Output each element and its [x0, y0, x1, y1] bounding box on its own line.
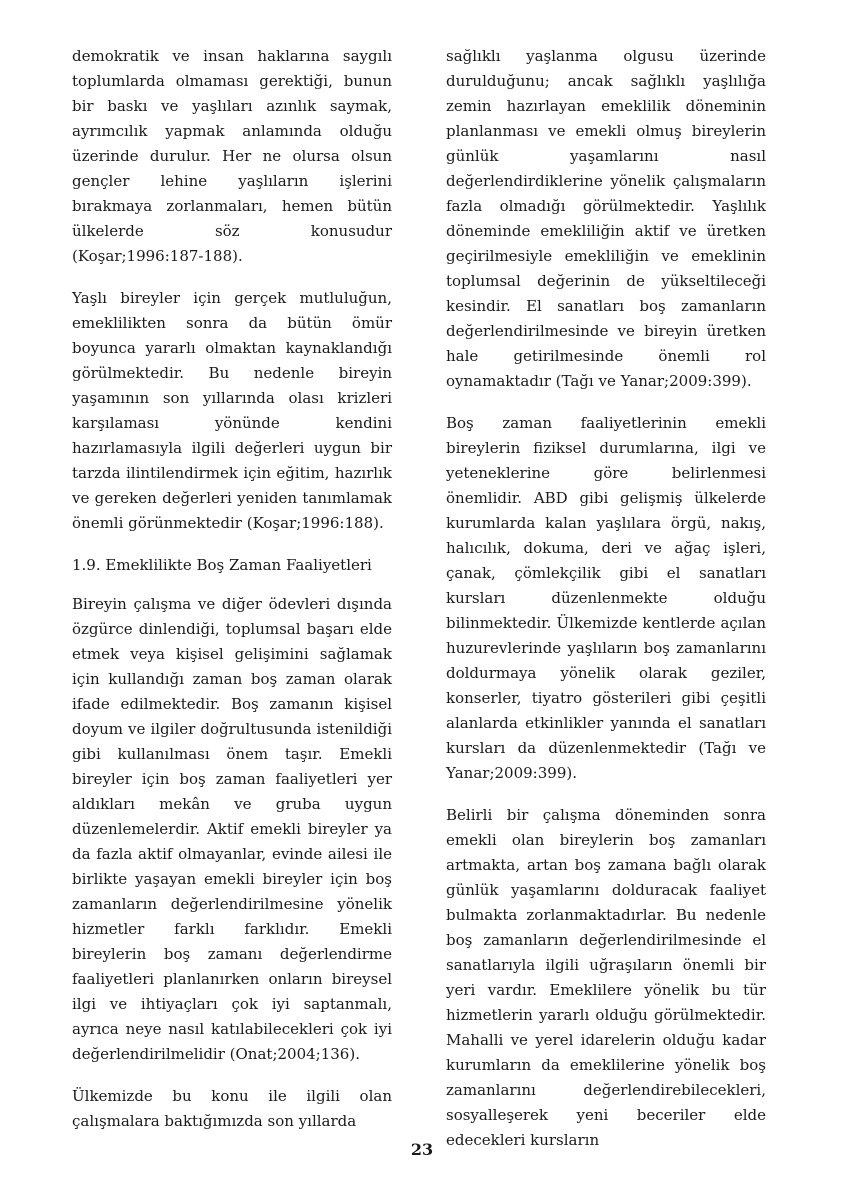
left-column [72, 44, 392, 1134]
paragraph-left-4: Ülkemizde bu konu ile ilgili olan çalışmalara baktığımızda son yıllarda [72, 1087, 392, 1130]
paragraph-right-3: Belirli bir çalışma döneminden sonra emekli olan bireylerin boş zamanları artmakta, artan boş zamana bağlı olarak günlük yaşamlarını dolduracak faaliyet bulmakta zorlanmaktadırlar. Bu nedenle boş zamanların değerlendirilmesinde el sanatlarıyla ilgili uğraşıların önemli bir yeri vardır. Emeklilere yönelik bu tür hizmetlerin yararlı olduğu görülmektedir. Mahalli ve yerel idarelerin olduğu kadar kurumların da emeklilerine yönelik boş zamanlarını değerlendirebilecekleri, sosyalleşerek yeni beceriler elde edecekleri kursların [446, 806, 766, 1149]
paragraph-left-1: demokratik ve insan haklarına saygılı toplumlarda olmaması gerektiği, bunun bir baskı ve yaşlıları azınlık saymak, ayrımcılık yapmak anlamında olduğu üzerinde durulur. Her ne olursa olsun gençler lehine yaşlıların işlerini bırakmaya zorlanmaları, hemen bütün ülkelerde söz konusudur (Koşar;1996:187-188). [72, 47, 392, 265]
paragraph-right-1: sağlıklı yaşlanma olgusu üzerinde durulduğunu; ancak sağlıklı yaşlılığa zemin hazırlayan emeklilik döneminin planlanması ve emekli olmuş bireylerin günlük yaşamlarını nasıl değerlendirdiklerine yönelik çalışmaların fazla olmadığı görülmektedir. Yaşlılık döneminde emekliliğin aktif ve üretken geçirilmesiyle emekliliğin ve emeklinin toplumsal değerinin de yükseltileceği kesindir. El sanatları boş zamanların değerlendirilmesinde ve bireyin üretken hale getirilmesinde önemli rol oynamaktadır (Tağı ve Yanar;2009:399). [446, 47, 766, 390]
paragraph-left-3: Bireyin çalışma ve diğer ödevleri dışında özgürce dinlendiği, toplumsal başarı elde etmek veya kişisel gelişimini sağlamak için kullandığı zaman boş zaman olarak ifade edilmektedir. Boş zamanın kişisel doyum ve ilgiler doğrultusunda istenildiği gibi kullanılması önem taşır. Emekli bireyler için boş zaman faaliyetleri yer aldıkları mekân ve gruba uygun düzenlemelerdir. Aktif emekli bireyler ya da fazla aktif olmayanlar, evinde ailesi ile birlikte yaşayan emekli bireyler için boş zamanların değerlendirilmesine yönelik hizmetler farklı farklıdır. Emekli bireylerin boş zamanı değerlendirme faaliyetleri planlanırken onların bireysel ilgi ve ihtiyaçları çok iyi saptanmalı, ayrıca neye nasıl katılabilecekleri çok iyi değerlendirilmelidir (Onat;2004;136). [72, 595, 392, 1063]
page-number: 23 [410, 1140, 434, 1159]
paragraph-left-2: Yaşlı bireyler için gerçek mutluluğun, emeklilikten sonra da bütün ömür boyunca yararlı olmaktan kaynaklandığı görülmektedir. Bu nedenle bireyin yaşamının son yıllarında olası krizleri karşılaması yönünde kendini hazırlamasıyla ilgili değerleri uygun bir tarzda ilintilendirmek için eğitim, hazırlık ve gereken değerleri yeniden tanımlamak önemli görünmektedir (Koşar;1996:188). [72, 289, 392, 532]
section-heading: 1.9. Emeklilikte Boş Zaman Faaliyetleri [72, 556, 372, 574]
paragraph-right-2: Boş zaman faaliyetlerinin emekli bireylerin fiziksel durumlarına, ilgi ve yeteneklerine göre belirlenmesi önemlidir. ABD gibi gelişmiş ülkelerde kurumlarda kalan yaşlılara örgü, nakış, halıcılık, dokuma, deri ve ağaç işleri, çanak, çömlekçilik gibi el sanatları kursları düzenlenmekte olduğu bilinmektedir. Ülkemizde kentlerde açılan huzurevlerinde yaşlıların boş zamanlarını doldurmaya yönelik olarak geziler, konserler, tiyatro gösterileri gibi çeşitli alanlarda etkinlikler yanında el sanatları kursları da düzenlenmektedir (Tağı ve Yanar;2009:399). [446, 414, 766, 782]
right-column [446, 44, 766, 1153]
